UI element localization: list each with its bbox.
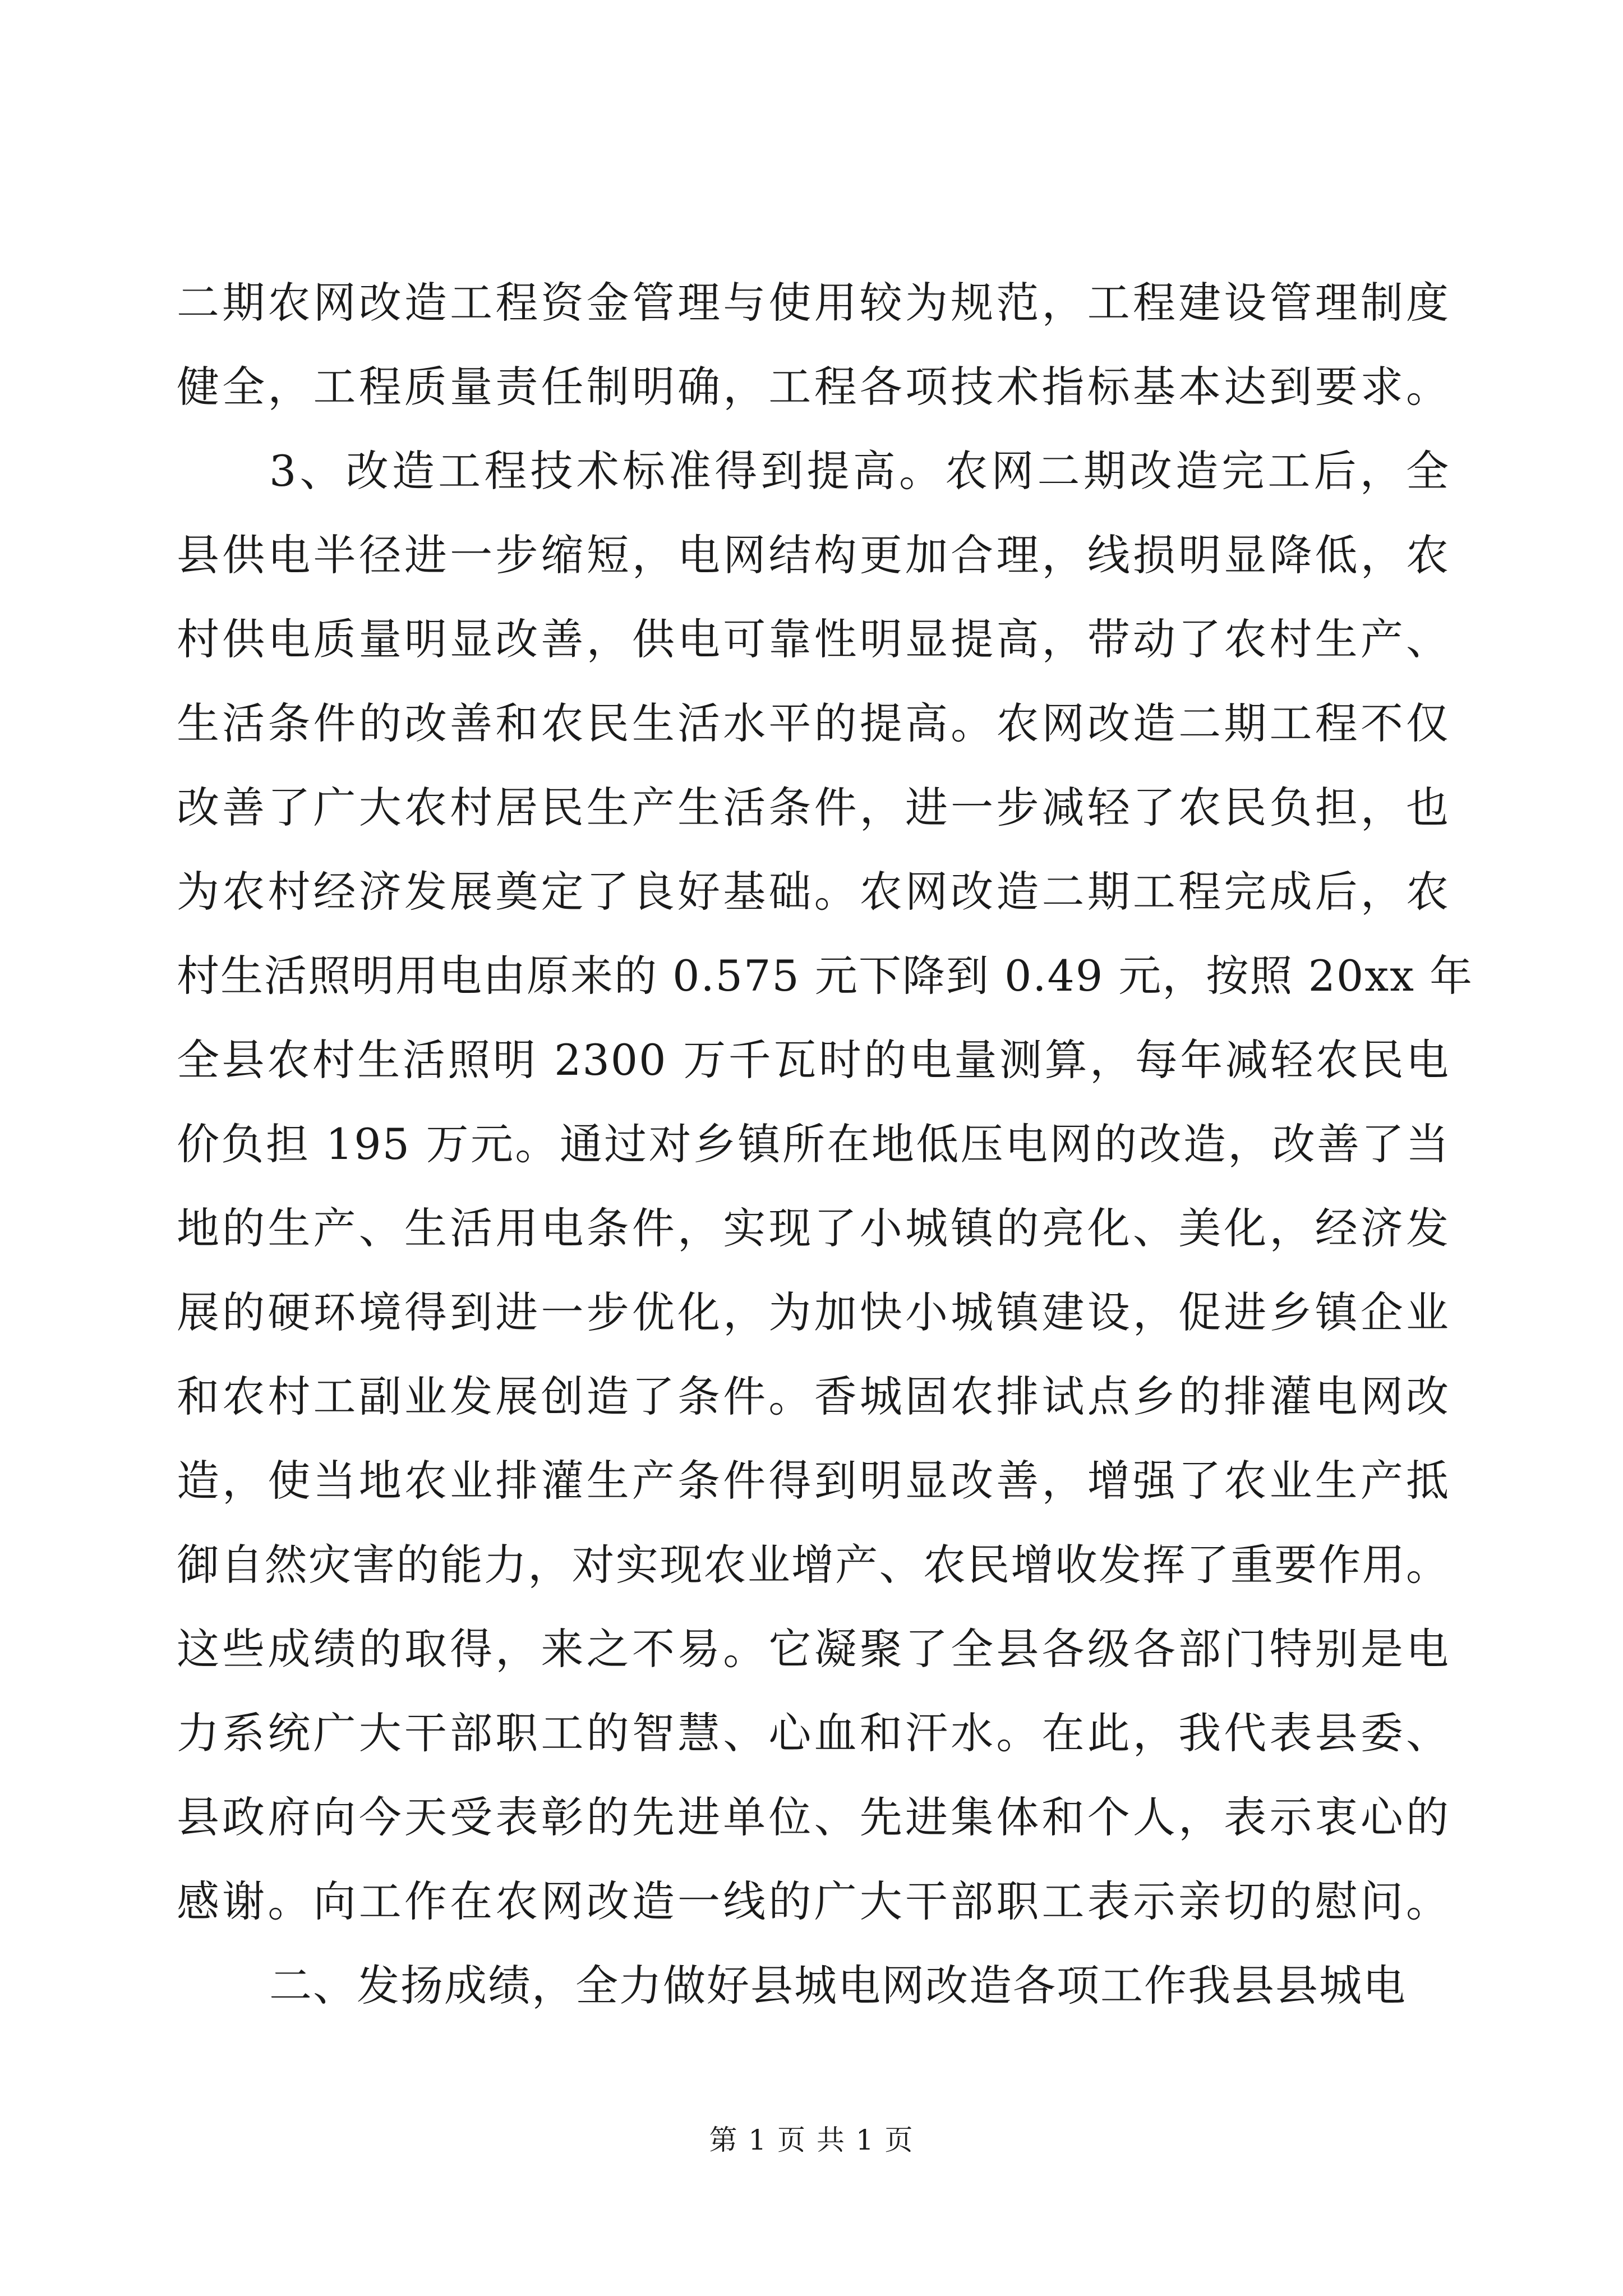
page-footer: 第 1 页 共 1 页 (709, 2124, 914, 2156)
text-line: 村供电质量明显改善，供电可靠性明显提高，带动了农村生产、 (177, 614, 1450, 664)
text-line: 二期农网改造工程资金管理与使用较为规范，工程建设管理制度 (177, 278, 1450, 328)
text-line: 地的生产、生活用电条件，实现了小城镇的亮化、美化，经济发 (177, 1203, 1450, 1253)
text-line: 全县农村生活照明 2300 万千瓦时的电量测算，每年减轻农民电 (177, 1035, 1450, 1085)
text-line: 生活条件的改善和农民生活水平的提高。农网改造二期工程不仅 (177, 698, 1450, 748)
text-line: 和农村工副业发展创造了条件。香城固农排试点乡的排灌电网改 (177, 1372, 1450, 1421)
body-text (177, 261, 1474, 2028)
text-line: 改善了广大农村居民生产生活条件，进一步减轻了农民负担，也 (177, 783, 1450, 832)
text-line: 3、改造工程技术标准得到提高。农网二期改造完工后，全 (269, 446, 1450, 496)
text-line: 价负担 195 万元。通过对乡镇所在地低压电网的改造，改善了当 (177, 1119, 1450, 1169)
text-line: 造，使当地农业排灌生产条件得到明显改善，增强了农业生产抵 (177, 1456, 1450, 1506)
text-line: 县政府向今天受表彰的先进单位、先进集体和个人，表示衷心的 (177, 1792, 1450, 1842)
text-line: 健全，工程质量责任制明确，工程各项技术指标基本达到要求。 (177, 362, 1450, 412)
text-line: 力系统广大干部职工的智慧、心血和汗水。在此，我代表县委、 (177, 1708, 1450, 1758)
text-line: 村生活照明用电由原来的 0.575 元下降到 0.49 元，按照 20xx 年 (177, 951, 1474, 1001)
text-line: 县供电半径进一步缩短，电网结构更加合理，线损明显降低，农 (177, 530, 1450, 580)
text-line: 这些成绩的取得，来之不易。它凝聚了全县各级各部门特别是电 (177, 1624, 1450, 1674)
text-line: 展的硬环境得到进一步优化，为加快小城镇建设，促进乡镇企业 (177, 1287, 1450, 1337)
text-line: 为农村经济发展奠定了良好基础。农网改造二期工程完成后，农 (177, 867, 1450, 917)
text-line: 御自然灾害的能力，对实现农业增产、农民增收发挥了重要作用。 (177, 1540, 1450, 1590)
text-line: 二、发扬成绩，全力做好县城电网改造各项工作我县县城电 (269, 1961, 1407, 2010)
text-line: 感谢。向工作在农网改造一线的广大干部职工表示亲切的慰问。 (177, 1876, 1450, 1926)
